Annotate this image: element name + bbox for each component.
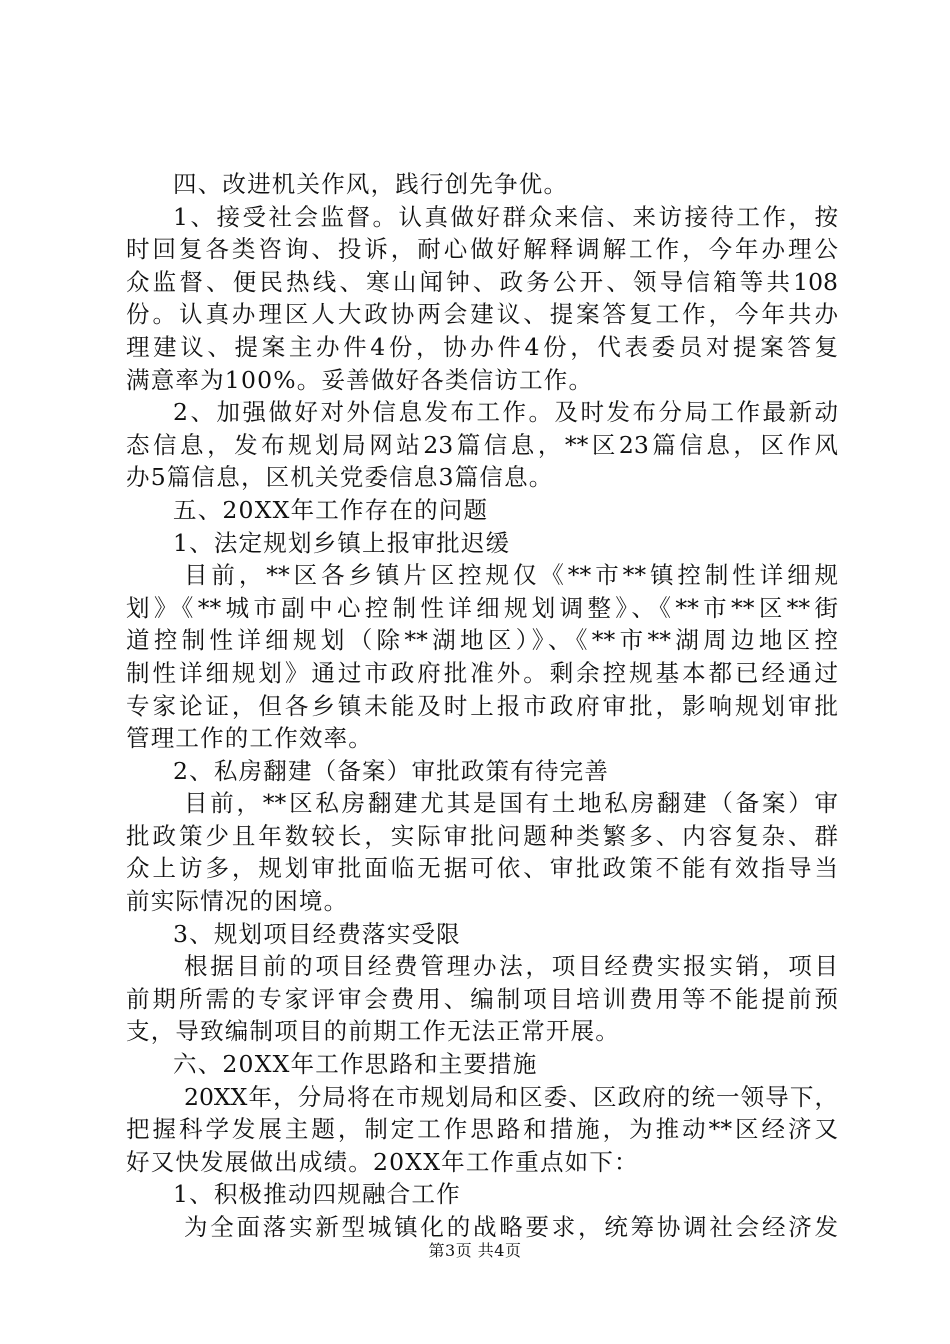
paragraph-line: 目前，**区私房翻建尤其是国有土地私房翻建（备案）审	[184, 789, 838, 818]
page-footer: 第3页 共4页	[428, 1241, 522, 1260]
paragraph-line: 四、改进机关作风，践行创先争优。	[173, 170, 569, 198]
paragraph-line: 1、法定规划乡镇上报审批迟缓	[173, 528, 511, 557]
paragraph-line: 办5篇信息，区机关党委信息3篇信息。	[126, 463, 554, 492]
paragraph-line: 根据目前的项目经费管理办法，项目经费实报实销，项目	[184, 952, 838, 981]
paragraph-line: 前期所需的专家评审会费用、编制项目培训费用等不能提前预	[126, 984, 838, 1013]
paragraph-line: 支，导致编制项目的前期工作无法正常开展。	[126, 1017, 620, 1046]
paragraph-line: 2、加强做好对外信息发布工作。及时发布分局工作最新动	[173, 398, 838, 427]
paragraph-line: 五、20XX年工作存在的问题	[173, 495, 489, 524]
paragraph-line: 3、规划项目经费落实受限	[173, 919, 461, 948]
paragraph-line: 前实际情况的困境。	[126, 887, 349, 916]
paragraph-line: 20XX年，分局将在市规划局和区委、区政府的统一领导下，	[184, 1082, 838, 1111]
paragraph-line: 目前，**区各乡镇片区控规仅《**市**镇控制性详细规	[184, 561, 838, 590]
paragraph-line: 众上访多，规划审批面临无据可依、审批政策不能有效指导当	[126, 854, 838, 883]
paragraph-line: 批政策少且年数较长，实际审批问题种类繁多、内容复杂、群	[126, 821, 838, 850]
paragraph-line: 时回复各类咨询、投诉，耐心做好解释调解工作，今年办理公	[126, 235, 838, 264]
paragraph-line: 专家论证，但各乡镇未能及时上报市政府审批，影响规划审批	[126, 691, 838, 720]
paragraph-line: 管理工作的工作效率。	[126, 724, 373, 753]
paragraph-line: 1、接受社会监督。认真做好群众来信、来访接待工作，按	[173, 202, 838, 231]
paragraph-line: 众监督、便民热线、寒山闻钟、政务公开、领导信箱等共108	[126, 267, 838, 296]
paragraph-line: 1、积极推动四规融合工作	[173, 1180, 461, 1209]
paragraph-line: 道控制性详细规划（除**湖地区）》、《**市**湖周边地区控	[126, 626, 838, 655]
paragraph-line: 理建议、提案主办件4份，协办件4份，代表委员对提案答复	[126, 332, 838, 361]
paragraph-line: 好又快发展做出成绩。20XX年工作重点如下：	[126, 1147, 639, 1176]
paragraph-line: 制性详细规划》通过市政府批准外。剩余控规基本都已经通过	[126, 658, 838, 687]
paragraph-line: 把握科学发展主题，制定工作思路和措施，为推动**区经济又	[126, 1115, 838, 1144]
paragraph-line: 六、20XX年工作思路和主要措施	[173, 1050, 538, 1079]
paragraph-line: 为全面落实新型城镇化的战略要求，统筹协调社会经济发	[184, 1213, 838, 1241]
paragraph-line: 划》《**城市副中心控制性详细规划调整》、《**市**区**街	[126, 593, 838, 622]
paragraph-line: 2、私房翻建（备案）审批政策有待完善	[173, 756, 610, 785]
paragraph-line: 份。认真办理区人大政协两会建议、提案答复工作，今年共办	[126, 300, 838, 329]
document-body	[126, 168, 838, 1244]
paragraph-line: 态信息，发布规划局网站23篇信息，**区23篇信息，区作风	[126, 430, 838, 459]
paragraph-line: 满意率为100%。妥善做好各类信访工作。	[126, 365, 594, 394]
